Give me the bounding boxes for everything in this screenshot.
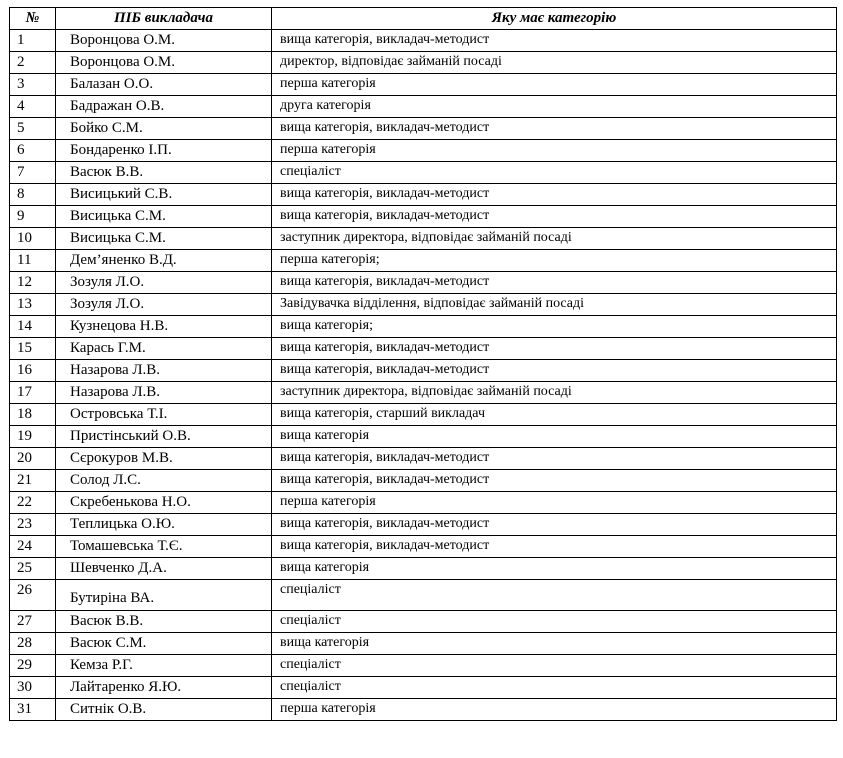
category-cell: вища категорія, викладач-методист xyxy=(272,272,837,294)
row-number-cell: 6 xyxy=(10,140,56,162)
teacher-name-cell: Висицький С.В. xyxy=(56,184,272,206)
row-number-cell: 23 xyxy=(10,514,56,536)
category-cell: спеціаліст xyxy=(272,580,837,611)
row-number-cell: 19 xyxy=(10,426,56,448)
teacher-name-cell: Лайтаренко Я.Ю. xyxy=(56,677,272,699)
row-number-cell: 25 xyxy=(10,558,56,580)
row-number-cell: 9 xyxy=(10,206,56,228)
teachers-table xyxy=(9,7,837,721)
category-cell: вища категорія, викладач-методист xyxy=(272,470,837,492)
category-cell: спеціаліст xyxy=(272,655,837,677)
row-number-cell: 20 xyxy=(10,448,56,470)
teacher-name-cell: Томашевська Т.Є. xyxy=(56,536,272,558)
teacher-name-cell: Кемза Р.Г. xyxy=(56,655,272,677)
category-cell: вища категорія, викладач-методист xyxy=(272,536,837,558)
table-row xyxy=(10,448,837,470)
row-number-cell: 5 xyxy=(10,118,56,140)
teacher-name-cell: Теплицька О.Ю. xyxy=(56,514,272,536)
row-number-cell: 14 xyxy=(10,316,56,338)
category-cell: вища категорія; xyxy=(272,316,837,338)
category-cell: вища категорія, викладач-методист xyxy=(272,118,837,140)
category-cell: перша категорія; xyxy=(272,250,837,272)
category-cell: вища категорія, викладач-методист xyxy=(272,206,837,228)
table-row xyxy=(10,118,837,140)
teacher-name-cell: Бойко С.М. xyxy=(56,118,272,140)
teacher-name-cell: Назарова Л.В. xyxy=(56,360,272,382)
category-cell: вища категорія xyxy=(272,633,837,655)
category-cell: вища категорія, викладач-методист xyxy=(272,514,837,536)
row-number-cell: 13 xyxy=(10,294,56,316)
table-row xyxy=(10,426,837,448)
table-header-row xyxy=(10,8,837,30)
category-cell: вища категорія xyxy=(272,558,837,580)
teacher-name-cell: Воронцова О.М. xyxy=(56,52,272,74)
table-row xyxy=(10,580,837,611)
category-cell: перша категорія xyxy=(272,699,837,721)
category-cell: друга категорія xyxy=(272,96,837,118)
category-cell: спеціаліст xyxy=(272,162,837,184)
category-cell: спеціаліст xyxy=(272,677,837,699)
table-row xyxy=(10,558,837,580)
teacher-name-cell: Васюк В.В. xyxy=(56,611,272,633)
row-number-cell: 26 xyxy=(10,580,56,611)
row-number-cell: 17 xyxy=(10,382,56,404)
teacher-name-cell: Островська Т.І. xyxy=(56,404,272,426)
table-row xyxy=(10,677,837,699)
table-row xyxy=(10,184,837,206)
teacher-name-cell: Ситнік О.В. xyxy=(56,699,272,721)
teacher-name-cell: Бутиріна ВА. xyxy=(56,580,272,611)
teacher-name-cell: Сєрокуров М.В. xyxy=(56,448,272,470)
teacher-name-cell: Кузнецова Н.В. xyxy=(56,316,272,338)
column-header-category: Яку має категорію xyxy=(272,8,837,30)
table-row xyxy=(10,74,837,96)
row-number-cell: 11 xyxy=(10,250,56,272)
row-number-cell: 29 xyxy=(10,655,56,677)
teacher-name-cell: Назарова Л.В. xyxy=(56,382,272,404)
table-row xyxy=(10,382,837,404)
category-cell: вища категорія, викладач-методист xyxy=(272,338,837,360)
teacher-name-cell: Солод Л.С. xyxy=(56,470,272,492)
row-number-cell: 15 xyxy=(10,338,56,360)
row-number-cell: 2 xyxy=(10,52,56,74)
table-row xyxy=(10,633,837,655)
table-row xyxy=(10,272,837,294)
category-cell: вища категорія xyxy=(272,426,837,448)
row-number-cell: 4 xyxy=(10,96,56,118)
category-cell: Завідувачка відділення, відповідає займаній посаді xyxy=(272,294,837,316)
table-row xyxy=(10,655,837,677)
teacher-name-cell: Скребенькова Н.О. xyxy=(56,492,272,514)
category-cell: вища категорія, викладач-методист xyxy=(272,448,837,470)
teacher-name-cell: Васюк В.В. xyxy=(56,162,272,184)
category-cell: директор, відповідає займаній посаді xyxy=(272,52,837,74)
row-number-cell: 1 xyxy=(10,30,56,52)
table-row xyxy=(10,250,837,272)
teacher-name-cell: Карась Г.М. xyxy=(56,338,272,360)
teacher-name-cell: Пристінський О.В. xyxy=(56,426,272,448)
row-number-cell: 18 xyxy=(10,404,56,426)
column-header-number: № xyxy=(10,8,56,30)
table-row xyxy=(10,294,837,316)
teacher-name-cell: Висицька С.М. xyxy=(56,206,272,228)
table-row xyxy=(10,162,837,184)
table-row xyxy=(10,404,837,426)
row-number-cell: 28 xyxy=(10,633,56,655)
teacher-name-cell: Зозуля Л.О. xyxy=(56,294,272,316)
row-number-cell: 27 xyxy=(10,611,56,633)
teacher-name-cell: Шевченко Д.А. xyxy=(56,558,272,580)
table-row xyxy=(10,338,837,360)
teacher-name-cell: Бондаренко І.П. xyxy=(56,140,272,162)
table-row xyxy=(10,470,837,492)
teacher-name-cell: Воронцова О.М. xyxy=(56,30,272,52)
table-row xyxy=(10,228,837,250)
category-cell: перша категорія xyxy=(272,140,837,162)
table-row xyxy=(10,492,837,514)
teacher-name-cell: Зозуля Л.О. xyxy=(56,272,272,294)
row-number-cell: 22 xyxy=(10,492,56,514)
table-row xyxy=(10,316,837,338)
table-row xyxy=(10,514,837,536)
table-row xyxy=(10,611,837,633)
category-cell: заступник директора, відповідає займаній посаді xyxy=(272,382,837,404)
table-row xyxy=(10,536,837,558)
teacher-name-cell: Дем’яненко В.Д. xyxy=(56,250,272,272)
row-number-cell: 21 xyxy=(10,470,56,492)
row-number-cell: 31 xyxy=(10,699,56,721)
table-row xyxy=(10,52,837,74)
row-number-cell: 10 xyxy=(10,228,56,250)
category-cell: вища категорія, старший викладач xyxy=(272,404,837,426)
row-number-cell: 30 xyxy=(10,677,56,699)
column-header-teacher-name: ПІБ викладача xyxy=(56,8,272,30)
teacher-name-cell: Балазан О.О. xyxy=(56,74,272,96)
table-row xyxy=(10,30,837,52)
category-cell: вища категорія, викладач-методист xyxy=(272,360,837,382)
row-number-cell: 3 xyxy=(10,74,56,96)
category-cell: спеціаліст xyxy=(272,611,837,633)
category-cell: вища категорія, викладач-методист xyxy=(272,184,837,206)
category-cell: перша категорія xyxy=(272,74,837,96)
table-row xyxy=(10,360,837,382)
category-cell: вища категорія, викладач-методист xyxy=(272,30,837,52)
table-row xyxy=(10,699,837,721)
row-number-cell: 7 xyxy=(10,162,56,184)
row-number-cell: 16 xyxy=(10,360,56,382)
row-number-cell: 8 xyxy=(10,184,56,206)
table-row xyxy=(10,206,837,228)
table-row xyxy=(10,140,837,162)
category-cell: перша категорія xyxy=(272,492,837,514)
category-cell: заступник директора, відповідає займаній посаді xyxy=(272,228,837,250)
teacher-name-cell: Васюк С.М. xyxy=(56,633,272,655)
table-row xyxy=(10,96,837,118)
teacher-name-cell: Бадражан О.В. xyxy=(56,96,272,118)
teacher-name-cell: Висицька С.М. xyxy=(56,228,272,250)
row-number-cell: 24 xyxy=(10,536,56,558)
row-number-cell: 12 xyxy=(10,272,56,294)
